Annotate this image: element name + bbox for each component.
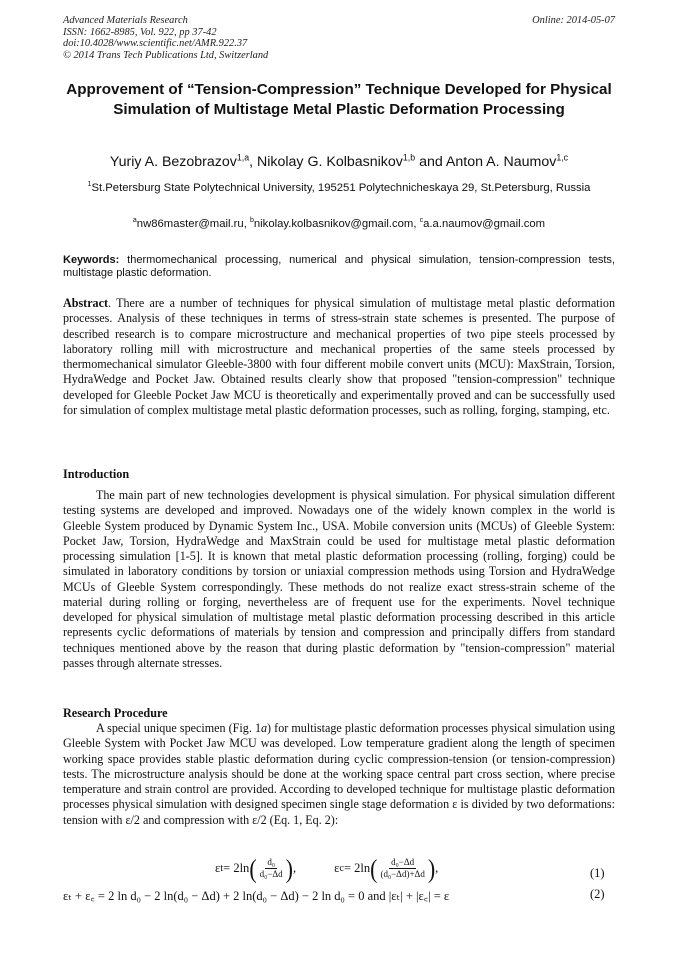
abstract-text: . There are a number of techniques for physical simulation of multistage metal plastic deformation processes. Analysis of these techniques in terms of stress-strain state schemes is presented. The purpose of described research is to compare microstructure and mechanical properties of two pipe steels processed by laboratory rolling mill with microstructure and mechanical properties of the same steels processed by thermomechanical simulator Gleeble-3800 with four different mobile convert units (MCU): MaxStrain, Torsion, HydraWedge and Pocket Jaw. Obtained results clearly show that proposed "tension-compression" technique developed for Gleeble Pocket Jaw MCU is theoretically and experimentally proved and can be successfully used for simulation of complex multistage metal plastic deformation processes, such as rolling, forging, stamping, etc. (63, 296, 615, 417)
author-list (63, 153, 615, 171)
paren-open: ( (249, 852, 257, 883)
research-text-part1: A special unique specimen (Fig. 1 (96, 721, 261, 735)
email-mark: a (132, 217, 137, 225)
author-name: Yuriy A. Bezobrazov (109, 154, 237, 170)
author-separator: , (249, 154, 257, 170)
journal-header (63, 15, 268, 61)
research-text-part2: ) for multistage plastic deformation processes physical simulation using Gleeble System with Pocket Jaw MCU was developed. Low temperature gradient along the length of specimen working space provides stable plastic deformation during cyclic compression-tension (or tension-compression) tests. The microstructure analysis should be done at the working space central part cross section, where precise temperature and strain control are provided. According to developed technique for multistage plastic deformation processes physical simulation with designed specimen single stage deformation ε is divided by two deformations: tension with ε/2 and compression with ε/2 (Eq. 1, Eq. 2): (63, 721, 615, 827)
author-affil-mark: 1,a (236, 152, 250, 163)
eq1-sub-t: t (220, 863, 224, 874)
introduction-paragraph: The main part of new technologies development is physical simulation. For physical simulation different testing systems are developed and improved. Nowadays one of the widely known complex in the world is Gleeble System produced by Dynamic System Inc., USA. Mobile conversion units (MCUs) of Gleeble System: Pocket Jaw, Torsion, HydraWedge and MaxStrain could be used for multistage metal plastic deformation processing simulation [1-5]. It is known that metal plastic deformation processing (rolling, forging) could be simulated in laboratory conditions by torsion or uniaxial compression methods using Torsion and HydraWedge MCUs of Gleeble System correspondingly. These methods do not realize exact stress-strain scheme of the material during rolling or forging, nevertheless are of frequent use for the experiments. Novel technique developed for physical simulation of multistage metal plastic deformation processing described in this article represents cyclic deformations of materials by tension and compression and principally differs from standard techniques mentioned above by the reason that during plastic deformation by "tension-compression" material passes through alternate stresses. (63, 488, 615, 670)
eq1-num-c: d₀−Δd (391, 857, 415, 867)
author-name: Nikolay G. Kolbasnikov (257, 154, 403, 170)
paren-open: ( (370, 852, 378, 883)
email-address[interactable]: a.a.naumov@gmail.com (423, 218, 546, 230)
email-address[interactable]: nikolay.kolbasnikov@gmail.com (253, 218, 414, 230)
author-affil-mark: 1,c (556, 152, 569, 163)
paren-close: ) (427, 852, 436, 883)
email-mark: c (419, 217, 424, 225)
author-name: Anton A. Naumov (445, 154, 557, 170)
email-separator: , (243, 218, 250, 230)
equation-1 (215, 852, 439, 883)
eq1-num-t: d₀ (267, 857, 275, 867)
eq1-eps-t: ε (215, 861, 221, 875)
keywords-label: Keywords: (63, 254, 120, 266)
equation-1-number: (1) (590, 866, 605, 880)
paper-title: Approvement of “Tension-Compression” Technique Developed for Physical Simulation of Multistage Metal Plastic Deformation Processing (66, 81, 612, 118)
research-procedure-paragraph (63, 721, 615, 828)
eq1-eps-c: ε (334, 861, 340, 875)
eq1-comma: , (292, 861, 297, 875)
journal-copyright: © 2014 Trans Tech Publications Ltd, Switzerland (63, 49, 269, 61)
eq1-end: , (435, 861, 439, 875)
author-separator: and (415, 154, 446, 170)
email-mark: b (249, 217, 254, 225)
author-affil-mark: 1,b (402, 152, 416, 163)
eq1-mid-t: = 2ln (223, 861, 250, 875)
eq1-den-t: d₀−Δd (259, 869, 283, 879)
research-procedure-heading: Research Procedure (63, 706, 168, 720)
affiliation-text: St.Petersburg State Polytechnical University, 195251 Polytechnicheskaya 29, St.Petersburg, Russia (91, 182, 591, 194)
abstract-label: Abstract (63, 296, 109, 310)
abstract-paragraph (63, 296, 615, 418)
email-address[interactable]: nw86master@mail.ru (136, 218, 244, 230)
eq1-fraction-t (258, 857, 285, 880)
figure-letter: a (261, 721, 268, 735)
eq1-den-c: (d₀−Δd)+Δd (380, 869, 425, 879)
eq1-fraction-c (378, 857, 426, 880)
journal-doi[interactable]: doi:10.4028/www.scientific.net/AMR.922.37 (63, 38, 248, 50)
email-list (63, 216, 615, 232)
introduction-heading: Introduction (63, 467, 130, 481)
equation-2: εₜ + ε꜀ = 2 ln d₀ − 2 ln(d₀ − Δd) + 2 ln(d₀ − Δd) − 2 ln d₀ = 0 and |εₜ| + |ε꜀| = ε (63, 889, 450, 903)
journal-name: Advanced Materials Research (63, 15, 188, 26)
affiliation (63, 180, 615, 197)
online-date: Online: 2014-05-07 (532, 15, 615, 26)
eq1-sub-c: c (339, 863, 344, 874)
keywords-text: thermomechanical processing, numerical and physical simulation, tension-compression tests, multistage plastic deformation. (63, 254, 615, 280)
paren-close: ) (285, 852, 293, 883)
equation-2-number: (2) (590, 887, 605, 901)
eq1-mid-c: = 2ln (343, 861, 371, 875)
affiliation-mark: 1 (87, 181, 92, 189)
keywords-paragraph (63, 254, 615, 280)
journal-issn: ISSN: 1662-8985, Vol. 922, pp 37-42 (63, 26, 217, 38)
email-separator: , (413, 218, 420, 230)
